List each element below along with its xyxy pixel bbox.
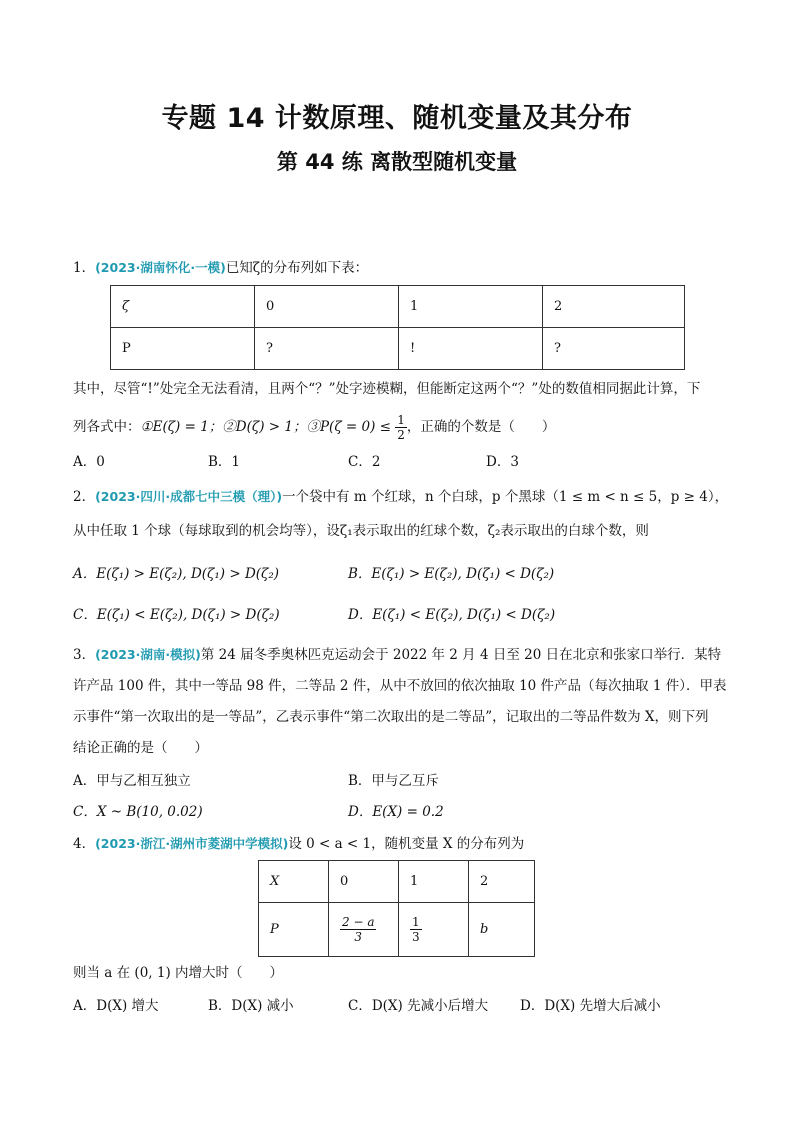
statement-2: ②D(ζ) > 1；: [222, 419, 307, 435]
question-1-line-2: 其中，尽管“!”处完全无法看清，且两个“？”处字迹模糊，但能断定这两个“？”处的数值相同据此计算，下: [73, 381, 701, 397]
question-text: 设 0 < a < 1，随机变量 X 的分布列为: [288, 836, 525, 852]
option-d: D．E(ζ₁) < E(ζ₂), D(ζ₁) < D(ζ₂): [348, 607, 556, 623]
question-2-stem: [73, 487, 728, 507]
option-a: A．甲与乙相互独立: [73, 773, 191, 789]
fraction-numerator: 1: [412, 915, 420, 929]
fraction-denominator: 3: [412, 930, 420, 944]
option-d: D．E(X) = 0.2: [348, 804, 444, 820]
table-cell: 1: [399, 286, 543, 328]
table-cell: 1: [399, 861, 469, 903]
question-1-stem: [73, 258, 368, 278]
option-d: D．3: [486, 454, 519, 470]
question-3-line-4: 结论正确的是（ ）: [73, 740, 208, 756]
fraction-denominator: 3: [354, 930, 363, 944]
fraction-cell: [340, 915, 376, 944]
option-b: B．1: [208, 454, 241, 470]
line-text: ，正确的个数是（ ）: [406, 419, 556, 435]
statement-3: ③P(ζ = 0) ≤: [306, 419, 396, 435]
option-c: C．E(ζ₁) < E(ζ₂), D(ζ₁) > D(ζ₂): [73, 607, 280, 623]
question-source: (2023·浙江·湖州市菱湖中学模拟): [95, 836, 289, 851]
question-4-line-2: 则当 a 在 (0, 1) 内增大时（ ）: [73, 965, 284, 981]
option-a: A．E(ζ₁) > E(ζ₂), D(ζ₁) > D(ζ₂): [73, 566, 280, 582]
question-text: 已知ζ的分布列如下表：: [225, 260, 369, 276]
table-cell: [399, 903, 469, 957]
table-cell: ?: [543, 328, 685, 370]
option-b: B．D(X) 减小: [208, 998, 294, 1014]
option-b: B．甲与乙互斥: [348, 773, 439, 789]
distribution-table-q4: [258, 860, 535, 957]
question-3-line-3: 示事件“第一次取出的是一等品”，乙表示事件“第二次取出的是二等品”，记取出的二等品件数为 X，则下列: [73, 709, 709, 725]
fraction-numerator: 2 − a: [342, 915, 375, 929]
page-title: 专题 14 计数原理、随机变量及其分布: [161, 103, 633, 134]
table-cell: X: [259, 861, 329, 903]
table-cell: [329, 903, 399, 957]
question-number: 3．: [73, 647, 96, 663]
fraction-numerator: 1: [397, 413, 405, 427]
fraction-cell: [410, 915, 422, 944]
option-c: C．X ~ B(10, 0.02): [73, 804, 203, 820]
question-4-stem: [73, 834, 524, 854]
fraction-one-half: [395, 413, 407, 442]
page-subtitle: 第 44 练 离散型随机变量: [276, 150, 518, 174]
table-cell: ζ: [111, 286, 255, 328]
question-source: (2023·湖南·模拟): [95, 647, 201, 662]
table-cell: !: [399, 328, 543, 370]
table-cell: 2: [469, 861, 535, 903]
line-text: 列各式中：: [73, 419, 141, 435]
table-cell: 2: [543, 286, 685, 328]
option-a: A．0: [73, 454, 105, 470]
table-cell: P: [111, 328, 255, 370]
question-1-line-3: [73, 413, 555, 442]
table-cell: 0: [255, 286, 399, 328]
question-3-line-2: 许产品 100 件，其中一等品 98 件，二等品 2 件，从中不放回的依次抽取 10 件产品（每次抽取 1 件）．甲表: [73, 678, 727, 694]
option-a: A．D(X) 增大: [73, 998, 159, 1014]
option-d: D．D(X) 先增大后减小: [520, 998, 661, 1014]
question-text: 一个袋中有 m 个红球，n 个白球，p 个黑球（1 ≤ m < n ≤ 5，p ≥ 4），: [282, 489, 729, 505]
fraction-denominator: 2: [397, 428, 405, 442]
table-cell: 0: [329, 861, 399, 903]
option-c: C．2: [348, 454, 381, 470]
distribution-table-q1: [110, 285, 685, 370]
question-text: 第 24 届冬季奥林匹克运动会于 2022 年 2 月 4 日至 20 日在北京和张家口举行．某特: [200, 647, 722, 663]
option-b: B．E(ζ₁) > E(ζ₂), D(ζ₁) < D(ζ₂): [348, 566, 555, 582]
table-cell: b: [469, 903, 535, 957]
statement-1: ①E(ζ) = 1；: [140, 419, 223, 435]
question-number: 2．: [73, 489, 96, 505]
table-cell: ?: [255, 328, 399, 370]
question-number: 1．: [73, 260, 96, 276]
option-c: C．D(X) 先减小后增大: [348, 998, 489, 1014]
table-cell: P: [259, 903, 329, 957]
question-3-stem: [73, 645, 721, 665]
question-source: (2023·湖南怀化·一模): [95, 260, 226, 275]
question-number: 4．: [73, 836, 96, 852]
question-source: (2023·四川·成都七中三模（理）): [95, 489, 283, 504]
question-2-line-2: 从中任取 1 个球（每球取到的机会均等），设ζ₁表示取出的红球个数，ζ₂表示取出的白球个数，则: [73, 523, 649, 539]
